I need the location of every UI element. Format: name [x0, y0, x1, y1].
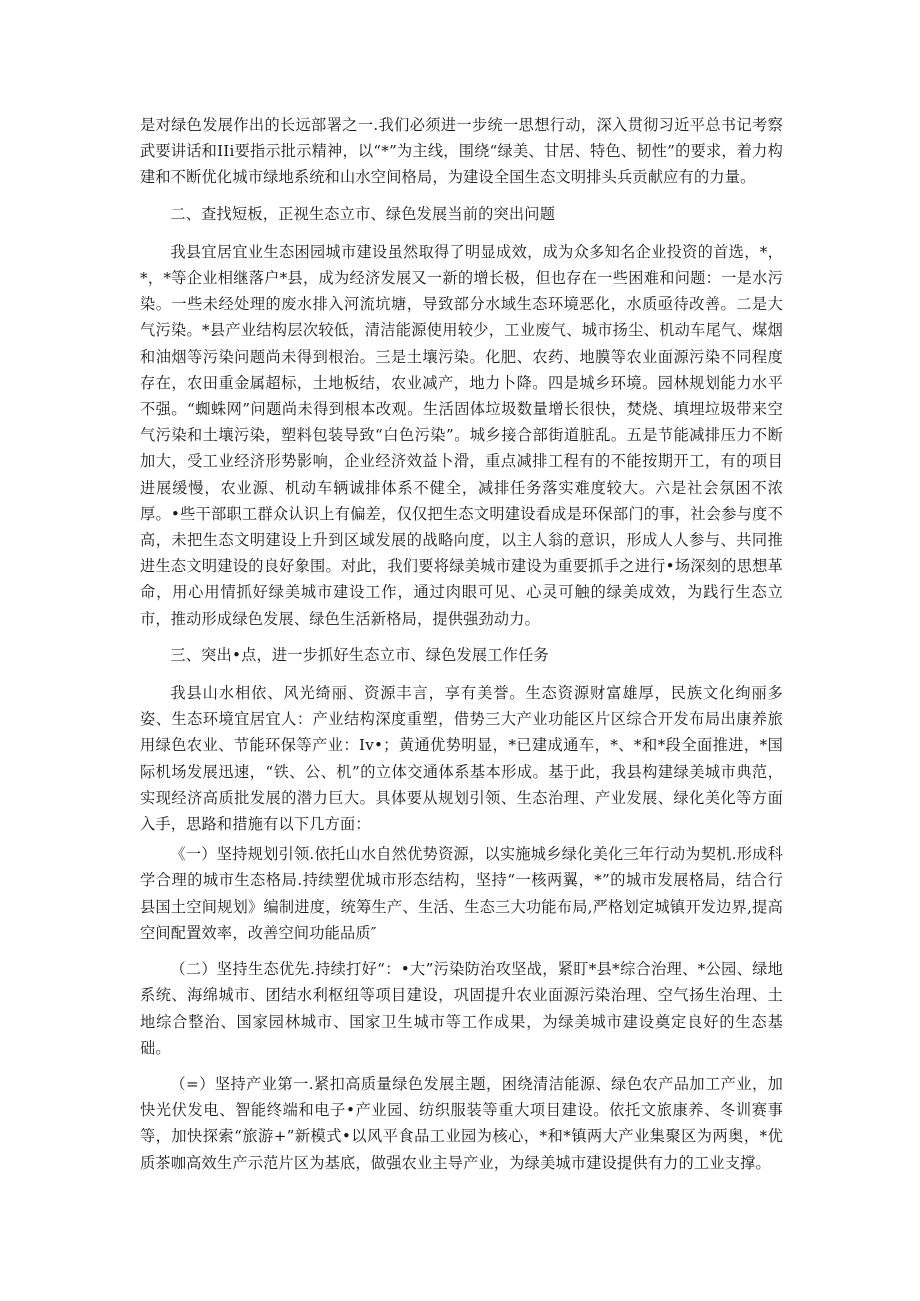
subsection-1-paragraph: 《一）坚持规划引领.依托山水自然优势资源，以实施城乡绿化美化三年行动为契机.形成科学合理的城市生态格局.持续塑优城市形态结构，坚持“一核两翼，*”的城市发展格局，结合行县国土空间规划》编制进度，统筹生产、生活、生态三大功能布局,严格划定城镇开发边界,提高空间配置效率，改善空间功能品质″ — [140, 845, 783, 942]
tasks-paragraph: 我县山水相依、风光绮丽、资源丰言，享有美誉。生态资源财富雄厚，民族文化绚丽多姿、生态环境宜居宜人：产业结构深度重塑，借势三大产业功能区片区综合开发布局出康养旅用绿色农业、节能环保等产业：Iv•；黄通优势明显，*已建成通车，*、*和*段全面推进，*国际机场发展迅速，“铁、公、机”的立体交通体系基本形成。基于此，我县构建绿美城市典范，实现经济高质批发展的潜力巨大。具体要从规划引领、生态治理、产业发展、绿化美化等方面入手，思路和措施有以下几方面： — [140, 684, 783, 834]
section-heading-2: 二、查找短板，正视生态立市、绿色发展当前的突出问题 — [170, 204, 556, 223]
document-page — [140, 112, 783, 1186]
problems-paragraph: 我县宜居宜业生态困园城市建设虽然取得了明显成效，成为众多知名企业投资的首选，*，*，*等企业相继落户*县，成为经济发展又一新的增长极，但也存在一些困难和问题：一是水污染。一些未经处理的废水排入河流坑塘，导致部分水域生态环境恶化，水质亟待改善。二是大气污染。*县产业结构层次较低，清洁能源使用较少，工业废气、城市扬尘、机动车尾气、煤烟和油烟等污染问题尚未得到根治。三是土壤污染。化肥、农药、地膜等农业面源污染不同程度存在，农田重金属超标，土地板结，农业减产，地力卜降。四是城乡环境。园林规划能力水平不强。“蜘蛛网”问题尚未得到根本改观。生活固体垃圾数量增长很快，焚烧、填埋垃圾带来空气污染和土壤污染，塑料包装导致“白色污染”。城乡接合部街道脏乱。五是节能减排压力不断加大，受工业经济形势影响，企业经济效益卜滑，重点减排工程有的不能按期开工，有的项目进展缓慢，农业源、机动车辆诚排体系不健全，减排任务落实难度较大。六是社会氛困不浓厚。•些干部职工群众认识上有偏差，仅仅把生态文明建设看成是环保部门的事，社会参与度不高，未把生态文明建设上升到区域发展的战略向度，以主人翁的意识，形成人人参与、共同推进生态文明建设的良好象围。对此，我们要将绿美城市建设为重要抓手之进行•场深刻的思想革命，用心用情抓好绿美城市建设工作，通过肉眼可见、心灵可触的绿美成效，为践行生态立市，推动形成绿色发展、绿色生活新格局，提供强劲动力。 — [140, 242, 783, 628]
section-heading-3: 三、突出•点，进一步抓好生态立市、绿色发展工作任务 — [170, 645, 549, 664]
subsection-2-paragraph: （二）坚持生态优先.持续打好“：•大”污染防治攻坚战，紧盯*县*综合治理、*公园、绿地系统、海绵城市、团结水利枢纽等项目建设，巩固提升农业面源污染治理、空气扬生治理、土地综合整治、国家园林城市、国家卫生城市等工作成果，为绿美城市建设奠定良好的生态基础。 — [140, 960, 783, 1057]
intro-paragraph: 是对绿色发展作出的长远部署之一.我们必须进一步统一思想行动，深入贯彻习近平总书记考察武要讲话和IIi要指示批示精神，以“*”为主线，围绕“绿美、甘居、特色、韧性”的要求，着力构建和不断优化城市绿地系统和山水空间格局，为建设全国生态文明排头兵贡献应有的力量。 — [140, 116, 783, 187]
subsection-3-paragraph: （=）坚持产业第一.紧扣高质量绿色发展主题，困绕清洁能源、绿色农产品加工产业，加快光伏发电、智能终端和电子•产业园、纺织服装等重大项目建设。依托文旅康养、冬训赛事等，加快探索“旅游+”新模式•以风平食品工业园为核心，*和*镇两大产业集聚区为两奥，*优质茶咖高效生产示范片区为基底，做强农业主导产业，为绿美城市建设提供有力的工业支撑。 — [140, 1074, 783, 1172]
